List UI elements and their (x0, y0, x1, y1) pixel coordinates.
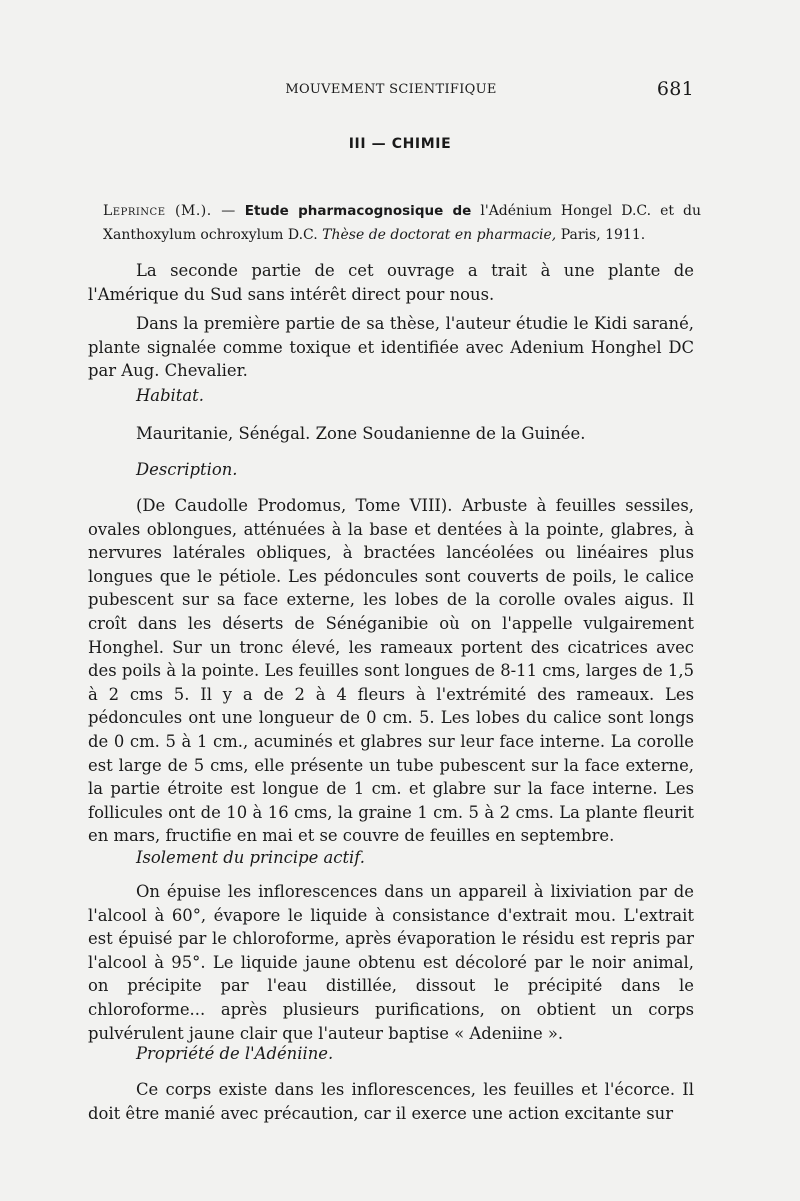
section-title: III — CHIMIE (348, 136, 452, 152)
isolation-paragraph: On épuise les inflorescences dans un appareil à lixiviation par de l'alcool à 60°, évapore le liquide à consistance d'extrait mou. L'extrait est épuisé par le chloroforme, après évaporation le résidu est repris par l'alcool à 95°. Le liquide jaune obtenu est décoloré par le noir animal, on précipite par l'eau distillée, dissout le précipité dans le chloroforme... après plusieurs purifications, on obtient un corps pulvérulent jaune clair que l'auteur baptise « Adeniine ». (88, 882, 694, 1043)
reference-title: Etude pharmacognosique de (244, 203, 472, 219)
intro-paragraph-2: Dans la première partie de sa thèse, l'auteur étudie le Kidi sarané, plante signalée comme toxique et identifiée avec Adenium Honghel DC par Aug. Chevalier. (88, 314, 694, 381)
intro-paragraph-1: La seconde partie de cet ouvrage a trait à une plante de l'Amérique du Sud sans intérêt direct pour nous. (88, 261, 694, 304)
habitat-heading: Habitat. (136, 386, 204, 405)
reference-author: Leprince (M.). — (103, 203, 236, 219)
running-title: MOUVEMENT SCIENTIFIQUE (285, 82, 497, 97)
description-paragraph: (De Caudolle Prodomus, Tome VIII). Arbuste à feuilles sessiles, ovales oblongues, atténuées à la base et dentées à la pointe, glabres, à nervures latérales obliques, à bractées lancéolées ou linéaires plus longues que le pétiole. Les pédoncules sont couverts de poils, le calice pubescent sur sa face externe, les lobes de la corolle ovales aigus. Il croît dans les déserts de Sénéganibie où on l'appelle vulgairement Honghel. Sur un tronc élevé, les rameaux portent des cicatrices avec des poils à la pointe. Les feuilles sont longues de 8-11 cms, larges de 1,5 à 2 cms 5. Il y a de 2 à 4 fleurs à l'extrémité des rameaux. Les pédoncules ont une longueur de 0 cm. 5. Les lobes du calice sont longs de 0 cm. 5 à 1 cm., acuminés et glabres sur leur face interne. La corolle est large de 5 cms, elle présente un tube pubescent sur la face externe, la partie étroite est longue de 1 cm. et glabre sur la face interne. Les follicules ont de 10 à 16 cms, la graine 1 cm. 5 à 2 cms. La plante fleurit en mars, fructifie en mai et se couvre de feuilles en septembre. (88, 496, 694, 846)
isolation-heading: Isolement du principe actif. (136, 848, 365, 867)
isolation-block (88, 880, 694, 1045)
page-number: 681 (656, 78, 694, 100)
reference-subject: l'Adénium Hongel D.C. et du Xanthoxylum ochroxylum D.C. (103, 203, 702, 243)
property-heading: Propriété de l'Adéniine. (136, 1044, 334, 1063)
intro-block (88, 259, 694, 383)
description-block (88, 494, 694, 848)
habitat-paragraph: Mauritanie, Sénégal. Zone Soudanienne de la Guinée. (136, 424, 586, 443)
reference-place-year: Paris, 1911. (560, 227, 646, 243)
property-paragraph: Ce corps existe dans les inflorescences, les feuilles et l'écorce. Il doit être manié avec précaution, car il exerce une action excitante sur (88, 1080, 694, 1123)
bibliographic-reference (103, 199, 701, 247)
habitat-block (88, 422, 694, 446)
property-block (88, 1078, 694, 1125)
description-heading: Description. (136, 460, 238, 479)
reference-thesis: Thèse de doctorat en pharmacie, (322, 227, 557, 243)
